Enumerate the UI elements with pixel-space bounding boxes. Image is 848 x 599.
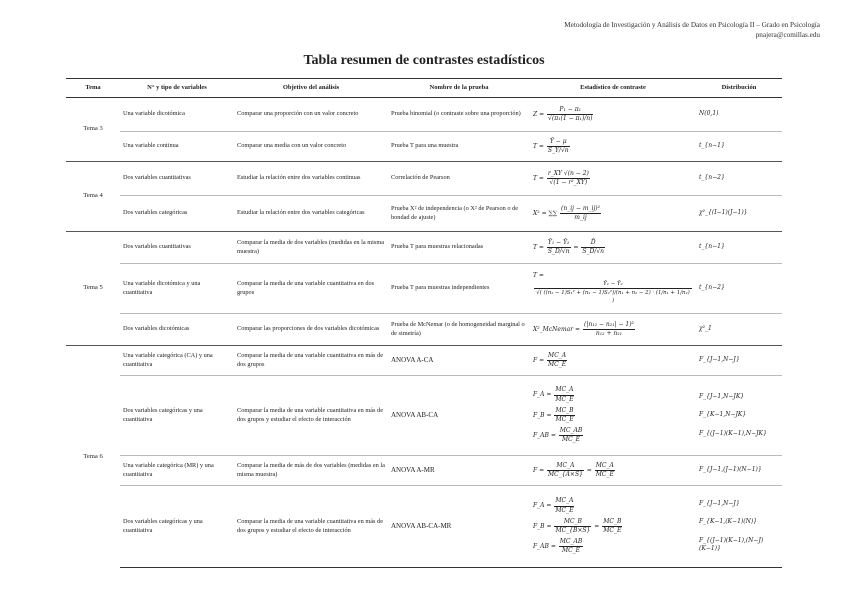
table-row — [66, 346, 782, 376]
tema-cell: Tema 5 — [66, 232, 120, 346]
table-header-row — [66, 79, 782, 98]
cell-objective: Comparar una media con un valor concreto — [234, 132, 388, 162]
cell-test: Correlación de Pearson — [388, 162, 530, 196]
formula-fraction: $\frac{MC\_A}{MC\_E}$ — [555, 386, 574, 403]
cell-statistic: X²_McNemar = $\frac{\text{(|n₁₂ − n₂₁| − 1)²}}{\text{n₁₂ + n₂₁}}$ — [530, 314, 696, 346]
col-header-variables: N° y tipo de variables — [120, 79, 234, 98]
cell-test: Prueba T para una muestra — [388, 132, 530, 162]
cell-test: Prueba X² de independencia (o X² de Pearson o de bondad de ajuste) — [388, 196, 530, 232]
formula-fraction: $\frac{D̄}{S\_D/√n}$ — [582, 238, 605, 255]
formula-fraction: $\frac{r\_XY √(n - 2)}{\text{√(1 − r²\_XY)}}$ — [547, 169, 589, 186]
cell-objective: Comparar la media de una variable cuantitativa en más de dos grupos — [234, 346, 388, 376]
cell-objective: Estudiar la relación entre dos variables continuas — [234, 162, 388, 196]
page-title: Tabla resumen de contrastes estadísticos — [303, 53, 545, 68]
table-row — [66, 314, 782, 346]
tema-cell: Tema 4 — [66, 162, 120, 232]
cell-objective: Estudiar la relación entre dos variables categóricas — [234, 196, 388, 232]
table-row — [66, 376, 782, 456]
table-row — [66, 264, 782, 314]
cell-distribution: F_{J−1,N−JK} F_{K−1,N−JK} F_{(J−1)(K−1),N−JK} — [696, 376, 782, 456]
cell-objective: Comparar las proporciones de dos variables dicotómicas — [234, 314, 388, 346]
formula-fraction: $\frac{Ȳ - \mu}{S\_Y/√n}$ — [547, 137, 569, 154]
cell-vars: Dos variables categóricas — [120, 196, 234, 232]
table-row — [66, 98, 782, 132]
cell-vars: Dos variables categóricas y una cuantitativa — [120, 486, 234, 568]
cell-test: ANOVA AB-CA — [388, 376, 530, 456]
cell-vars: Una variable categórica (CA) y una cuantitativa — [120, 346, 234, 376]
tema-cell: Tema 3 — [66, 98, 120, 162]
formula-fraction: $\frac{\text{Ȳ₁ − Ȳ₂}}{S\_D/√n}$ — [547, 238, 570, 255]
formula-fraction: $\frac{MC\_AB}{MC\_E}$ — [559, 427, 583, 444]
page-header — [564, 20, 820, 40]
cell-statistic: F = $\frac{MC\_A}{MC\_E}$ — [530, 346, 696, 376]
cell-distribution: t_{n−2} — [696, 264, 782, 314]
formula-fraction: $\frac{\text{(n\_ij − m\_ij)²}}{m\_ij}$ — [561, 204, 601, 221]
formula-fraction: $\frac{MC\_B}{MC\_E}$ — [555, 406, 574, 423]
cell-vars: Dos variables cuantitativas — [120, 162, 234, 196]
col-header-distribucion: Distribución — [696, 79, 782, 98]
summary-table — [66, 78, 782, 568]
formula-fraction: $\frac{MC\_B}{MC\_\{B\times S\}}$ — [555, 517, 591, 534]
cell-distribution: χ²_{(I−1)(J−1)} — [696, 196, 782, 232]
cell-objective: Comparar una proporción con un valor concreto — [234, 98, 388, 132]
cell-distribution: t_{n−1} — [696, 132, 782, 162]
cell-test: Prueba binomial (o contraste sobre una proporción) — [388, 98, 530, 132]
cell-statistic: Z = $\frac{\text{P₁ − π₁}}{\text{√(π₁(1 − π₁)/n)}}$ — [530, 98, 696, 132]
table-row — [66, 162, 782, 196]
table-row — [66, 232, 782, 264]
cell-statistic: T = $\frac{\text{Ȳ₁ − Ȳ₂}}{S\_D/√n}$ = $\frac{D̄}{S\_D/√n}$ — [530, 232, 696, 264]
formula-fraction: $\frac{MC\_AB}{MC\_E}$ — [559, 538, 583, 555]
cell-test: Prueba T para muestras relacionadas — [388, 232, 530, 264]
formula-fraction: $\frac{MC\_A}{MC\_E}$ — [548, 351, 567, 368]
cell-test: ANOVA A-CA — [388, 346, 530, 376]
cell-test: ANOVA A-MR — [388, 456, 530, 486]
cell-objective: Comparar la media de una variable cuantitativa en más de dos grupos y estudiar el efecto de interacción — [234, 486, 388, 568]
cell-vars: Una variable dicotómica — [120, 98, 234, 132]
formula-fraction: $\frac{MC\_B}{MC\_E}$ — [603, 517, 622, 534]
cell-test: Prueba T para muestras independientes — [388, 264, 530, 314]
table-row — [66, 132, 782, 162]
formula-fraction: Ȳ₁ − Ȳ₂ √( ((n₁ − 1)S₁² + (n₂ − 1)S₂²)/(n₁ + n₂ − 2) · (1/n₁ + 1/n₂) ) — [534, 280, 692, 306]
cell-objective: Comparar la media de una variable cuantitativa en dos grupos — [234, 264, 388, 314]
cell-test: Prueba de McNemar (o de homogeneidad marginal o de simetría) — [388, 314, 530, 346]
formula-fraction: $\frac{MC\_A}{MC\_E}$ — [595, 461, 614, 478]
col-header-tema: Tema — [66, 79, 120, 98]
cell-vars: Dos variables categóricas y una cuantitativa — [120, 376, 234, 456]
table-row — [66, 456, 782, 486]
cell-distribution: F_{J−1,N−J} — [696, 346, 782, 376]
cell-statistic: T = Ȳ₁ − Ȳ₂ √( ((n₁ − 1)S₁² + (n₂ − 1)S₂²)/(n₁ + n₂ − 2) · (1/n₁ + 1/n₂) ) — [530, 264, 696, 314]
cell-statistic: T = $\frac{r\_XY √(n - 2)}{\text{√(1 − r²\_XY)}}$ — [530, 162, 696, 196]
cell-distribution: F_{J−1,(J−1)(N−1)} — [696, 456, 782, 486]
cell-statistic: F = $\frac{MC\_A}{MC\_\{A\times S\}}$ = $\frac{MC\_A}{MC\_E}$ — [530, 456, 696, 486]
tema-cell: Tema 6 — [66, 346, 120, 568]
col-header-estadistico: Estadístico de contraste — [530, 79, 696, 98]
cell-statistic: T = $\frac{Ȳ - \mu}{S\_Y/√n}$ — [530, 132, 696, 162]
cell-statistic: X² = ∑∑ $\frac{\text{(n\_ij − m\_ij)²}}{m\_ij}$ — [530, 196, 696, 232]
table-row — [66, 196, 782, 232]
formula-fraction: $\frac{MC\_A}{MC\_E}$ — [555, 497, 574, 514]
cell-distribution: t_{n−1} — [696, 232, 782, 264]
col-header-objetivo: Objetivo del análisis — [234, 79, 388, 98]
cell-statistic: F_A = $\frac{MC\_A}{MC\_E}$ F_B = $\frac{MC\_B}{MC\_\{B\times S\}}$ = $\frac{MC\_B}{MC\_E}$ F_AB = $\frac{MC\_AB}{MC\_E}$ — [530, 486, 696, 568]
cell-objective: Comparar la media de más de dos variables (medidas en la misma muestra) — [234, 456, 388, 486]
cell-statistic: F_A = $\frac{MC\_A}{MC\_E}$ F_B = $\frac{MC\_B}{MC\_E}$ F_AB = $\frac{MC\_AB}{MC\_E}$ — [530, 376, 696, 456]
cell-vars: Una variable dicotómica y una cuantitativa — [120, 264, 234, 314]
cell-distribution: t_{n−2} — [696, 162, 782, 196]
col-header-prueba: Nombre de la prueba — [388, 79, 530, 98]
author-email: pnajera@comillas.edu — [755, 31, 820, 39]
course-name: Metodología de Investigación y Análisis de Datos en Psicología II – Grado en Psicología — [564, 21, 820, 29]
formula-fraction: $\frac{MC\_A}{MC\_\{A\times S\}}$ — [548, 461, 583, 478]
cell-distribution: F_{J−1,N−J} F_{K−1,(K−1)(N)} F_{(J−1)(K−1),(N−J)(K−1)} — [696, 486, 782, 568]
cell-vars: Dos variables cuantitativas — [120, 232, 234, 264]
cell-distribution: N(0,1) — [696, 98, 782, 132]
cell-distribution: χ²_1 — [696, 314, 782, 346]
cell-vars: Una variable categórica (MR) y una cuantitativa — [120, 456, 234, 486]
cell-vars: Una variable continua — [120, 132, 234, 162]
formula-fraction: $\frac{\text{P₁ − π₁}}{\text{√(π₁(1 − π₁)/n)}}$ — [548, 105, 593, 122]
table-row — [66, 486, 782, 568]
cell-objective: Comparar la media de dos variables (medidas en la misma muestra) — [234, 232, 388, 264]
cell-vars: Dos variables dicotómicas — [120, 314, 234, 346]
cell-test: ANOVA AB-CA-MR — [388, 486, 530, 568]
formula-fraction: $\frac{\text{(|n₁₂ − n₂₁| − 1)²}}{\text{n₁₂ + n₂₁}}$ — [583, 320, 634, 337]
cell-objective: Comparar la media de una variable cuantitativa en más de dos grupos y estudiar el efecto de interacción — [234, 376, 388, 456]
